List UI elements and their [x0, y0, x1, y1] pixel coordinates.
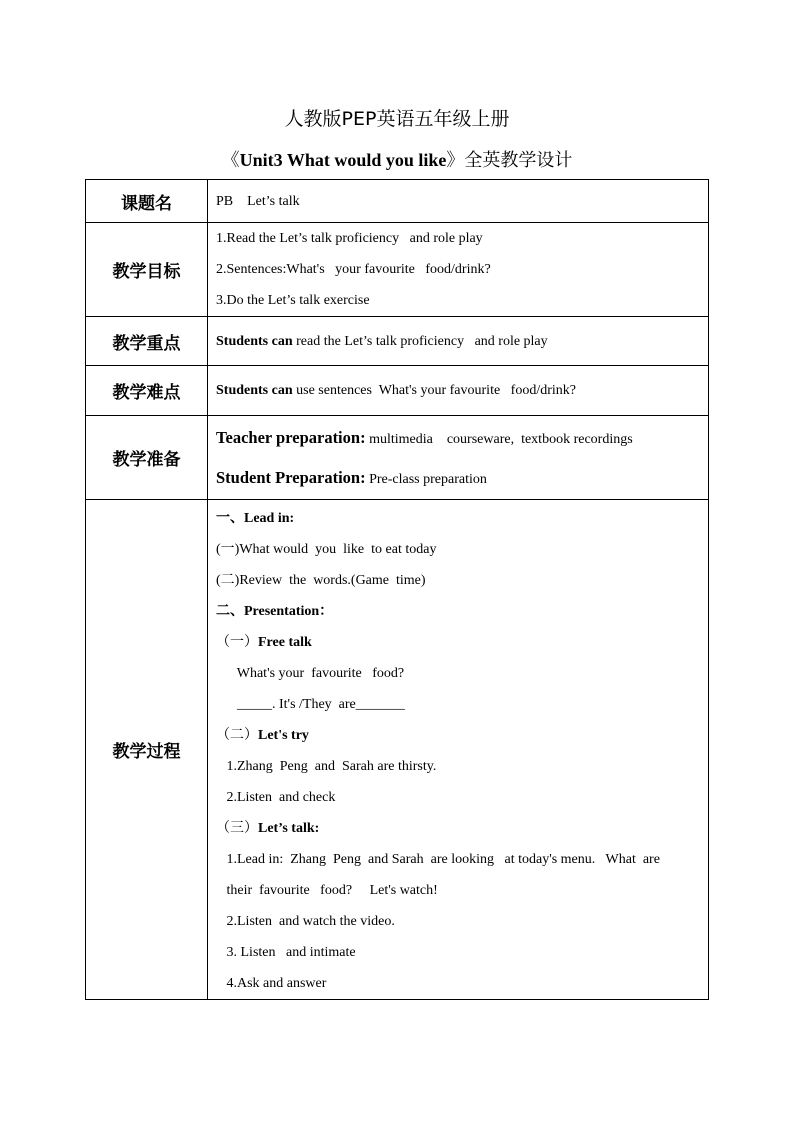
label-process: 教学过程	[86, 500, 208, 1000]
subtitle-open-bracket: 《	[221, 150, 240, 171]
value-objectives	[208, 223, 709, 317]
row-objectives	[86, 223, 709, 317]
objective-1: 1.Read the Let’s talk proficiency and role play	[216, 231, 483, 246]
document-subtitle	[0, 146, 794, 172]
objective-2: 2.Sentences:What's your favourite food/drink?	[216, 262, 491, 277]
label-objectives: 教学目标	[86, 223, 208, 317]
row-preparation	[86, 416, 709, 500]
label-topic: 课题名	[86, 180, 208, 223]
label-difficulties: 教学难点	[86, 366, 208, 416]
subtitle-main: Unit3 What would you like	[239, 150, 447, 170]
value-process: 一、Lead in: (一)What would you like to eat today (二)Review the words.(Game time) 二、Presentation： （一）Free talk What's your favourite food? _____. It's /They are_______ （二）Let's try 1.Zhang Peng and Sarah are thirsty. 2.Listen and check （三）Let’s talk: 1.Lead in: Zhang Peng and Sarah are looking at today's menu. What are their favourite food? Let's watch! 2.Listen and watch the video. 3. Listen and intimate 4.Ask and answer	[208, 500, 709, 1000]
document-title: 人教版PEP英语五年级上册	[284, 108, 510, 130]
value-preparation: Teacher preparation: multimedia courseware, textbook recordings Student Preparation: Pre-class preparation	[208, 416, 709, 500]
row-key-points	[86, 317, 709, 366]
objective-3: 3.Do the Let’s talk exercise	[216, 293, 370, 308]
value-difficulties: Students can use sentences What's your favourite food/drink?	[208, 366, 709, 416]
subtitle-close: 》全英教学设计	[446, 150, 573, 171]
lesson-plan-table	[85, 179, 709, 1000]
row-topic	[86, 180, 709, 223]
label-preparation: 教学准备	[86, 416, 208, 500]
row-process	[86, 500, 709, 1000]
label-key-points: 教学重点	[86, 317, 208, 366]
value-topic: PB Let’s talk	[208, 180, 709, 223]
value-key-points: Students can read the Let’s talk proficiency and role play	[208, 317, 709, 366]
row-difficulties	[86, 366, 709, 416]
